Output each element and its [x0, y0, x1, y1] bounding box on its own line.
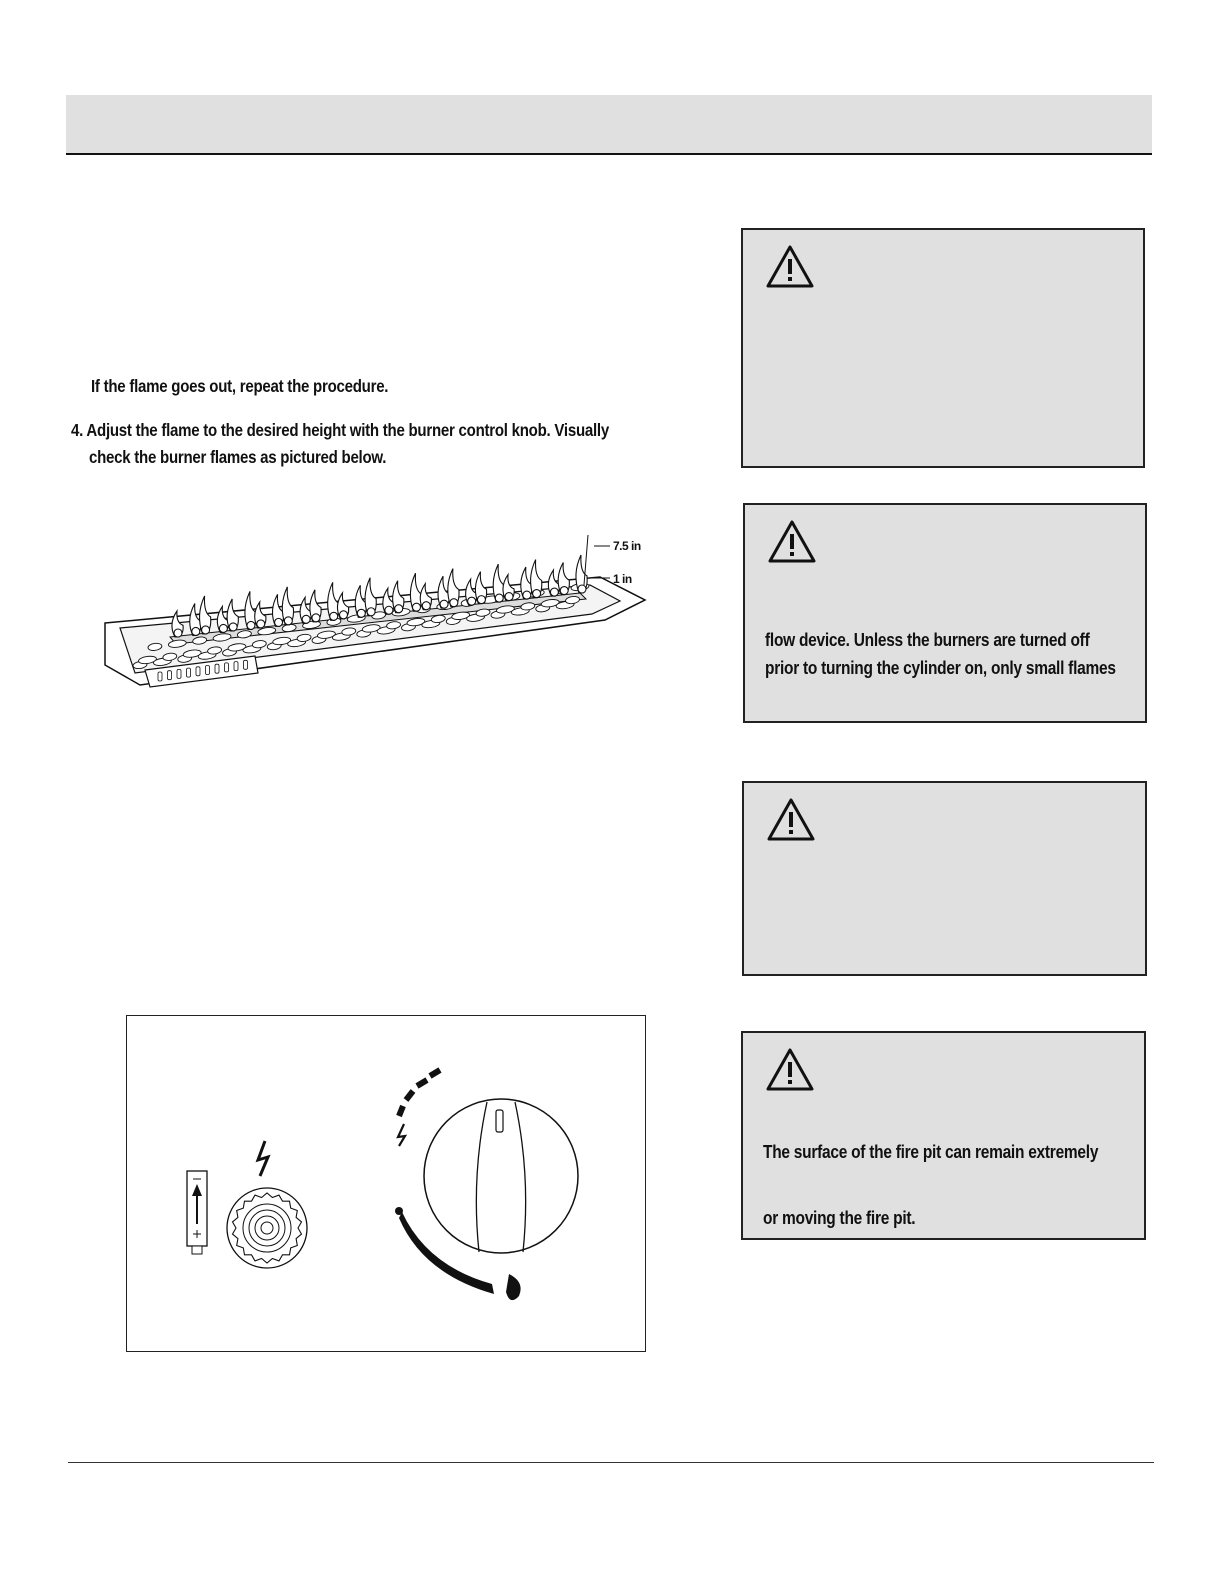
step4-line1: 4. Adjust the flame to the desired height with the burner control knob. Visually: [71, 420, 609, 440]
flame-base: [385, 606, 393, 614]
dimension-label-low: 1 in: [613, 572, 632, 586]
flame-base: [533, 590, 541, 598]
flame-base: [578, 585, 586, 593]
vent-slot: [234, 662, 238, 671]
vent-slot: [244, 660, 248, 669]
warning-box-4: [741, 1031, 1146, 1240]
step3-note: If the flame goes out, repeat the procedure.: [91, 376, 389, 396]
flame-base: [523, 591, 531, 599]
flame-base: [395, 605, 403, 613]
igniter-slot-icon: [187, 1171, 207, 1254]
flame-base: [477, 596, 485, 604]
vent-slot: [196, 667, 200, 676]
flame-base: [357, 609, 365, 617]
lightning-icon: [258, 1141, 268, 1176]
vent-slot: [177, 669, 181, 678]
vent-slot: [225, 663, 229, 672]
vent-slot: [215, 664, 219, 673]
flame-base: [302, 615, 310, 623]
flame-base: [505, 593, 513, 601]
flame-base: [468, 597, 476, 605]
warning-box-3: [742, 781, 1147, 976]
flame-base: [330, 612, 338, 620]
header-band: [66, 95, 1152, 155]
vent-slot: [206, 666, 210, 675]
warning-triangle-icon: [765, 244, 815, 290]
warning-box-2: [743, 503, 1147, 723]
flame-base: [422, 602, 430, 610]
control-knob-icon: [424, 1099, 578, 1253]
flame-base: [229, 623, 237, 631]
vent-slot: [187, 668, 191, 677]
warning-box-1: [741, 228, 1145, 468]
flame-base: [284, 617, 292, 625]
flame-base: [257, 620, 265, 628]
warning-triangle-icon: [766, 797, 816, 843]
flame-base: [550, 588, 558, 596]
flame-base: [219, 624, 227, 632]
step4-line2: check the burner flames as pictured below.: [89, 447, 387, 467]
warning-4-line-1: The surface of the fire pit can remain extremely: [763, 1142, 1099, 1162]
flame-base: [275, 618, 283, 626]
dimension-label-high: 7.5 in: [613, 539, 641, 553]
flame-base: [202, 626, 210, 634]
flame-base: [560, 587, 568, 595]
flame-base: [192, 627, 200, 635]
igniter-button-icon: [227, 1188, 307, 1268]
flame-base: [247, 621, 255, 629]
warning-triangle-icon: [767, 519, 817, 565]
warning-4-line-2: or moving the fire pit.: [763, 1208, 916, 1228]
high-flame-arc: [399, 1070, 440, 1116]
control-panel-illustration: [126, 1015, 646, 1352]
flame-base: [440, 600, 448, 608]
burner-flame-illustration: [100, 525, 660, 700]
flame-base: [367, 608, 375, 616]
flame-base: [174, 629, 182, 637]
warning-triangle-icon: [765, 1047, 815, 1093]
vent-slot: [158, 672, 162, 681]
flame-base: [412, 603, 420, 611]
flame-base: [450, 599, 458, 607]
footer-rule: [68, 1462, 1154, 1463]
flame-base: [495, 594, 503, 602]
vent-slot: [168, 671, 172, 680]
warning-2-line-1: flow device. Unless the burners are turned off: [765, 630, 1090, 650]
warning-2-line-2: prior to turning the cylinder on, only small flames: [765, 658, 1116, 678]
flame-base: [340, 611, 348, 619]
flame-base: [312, 614, 320, 622]
